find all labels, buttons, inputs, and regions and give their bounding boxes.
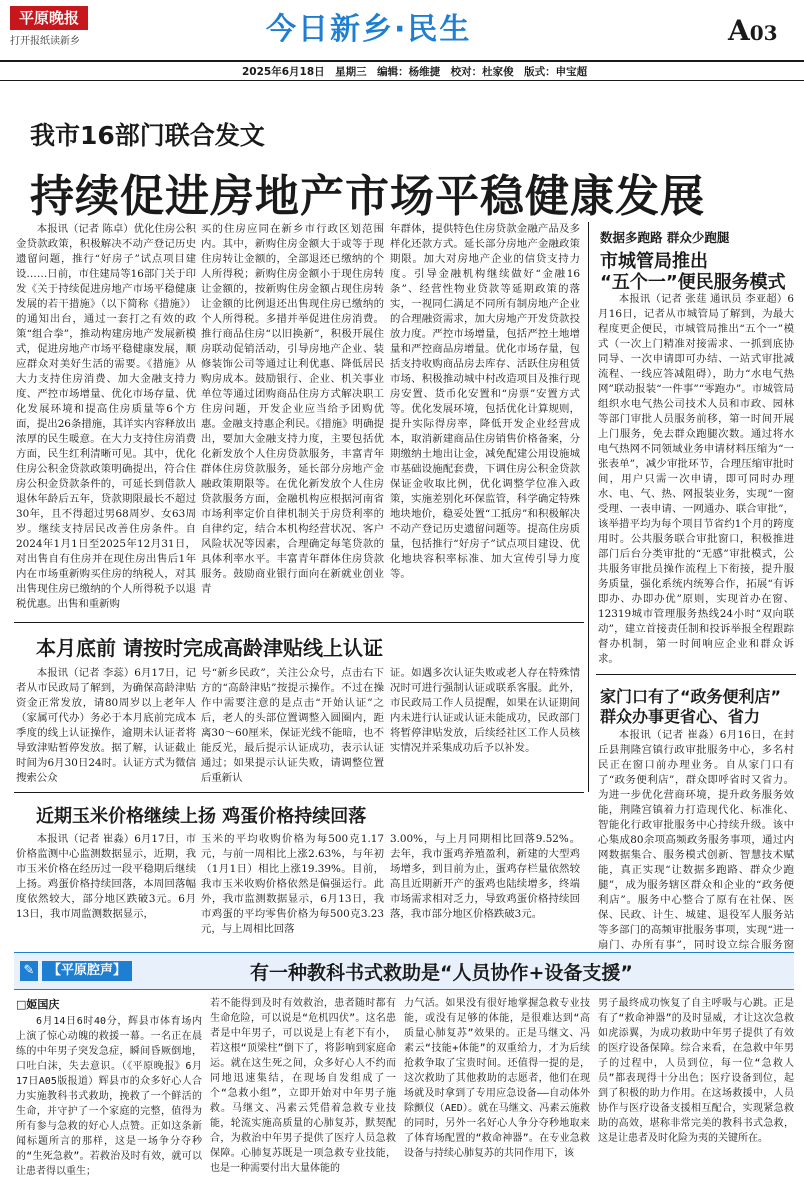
lead-col-1-text: 本报讯（记者 陈卓）优化住房公积金贷款政策，积极解决不动产登记历史遗留问题，推行“好房子”试点项目建设……日前，市住建局等16部门关于印发《关于持续促进房地产市场平稳健康发展的若干措施》（以下简称《措施》）的通知出台，通过一套打之有效的政策“组合拳”，推动构建房地产发展新模式，促进房地产市场平稳健康发展，顺应群众对美好生活的需要。《措施》从大力支持住房消费、加大金融支持力度、严控市场增量、优化市场存量、优化发展环境和提高住房质量等6个方面，提出26条措施，其详实内容释放出浓厚的民生暖意。在大力支持住房消费方面，民生红利清晰可见。其中，优化住房公积金贷款政策明确提出，符合住房公积金贷款条件的，可延长到借款人退休年龄后五年，贷款期限最长不超过30年，且不得超过男68周岁、女63周岁。继续支持居民改善住房条件。自2024年1月1日至2025年12月31日，对出售自有住房并在现住房出售后1年内在市场重新购买住房的纳税人，对其出售现住房已缴纳的个人所得税予以退税优惠。出售和重新购 (16, 223, 196, 610)
article2-top-rule (14, 622, 584, 623)
side1-body-text: 本报讯（记者 张莛 通讯员 李亚超）6月16日，记者从市城管局了解到，为最大程度更企便民，市城管局推出“五个一”模式（一次上门精准对接需求、一抓到底协同导、一次申请即可办结、一站式审批减流程、一线应答减阻碍），助力“水电气热网”联动报装“一件事”“零跑办”。市城管局组织水电气热公司技术人员和市政、园林等部门审批人员服务前移，第一时间开展上门服务，免去群众跑腿次数。通过将水电气热网不同领域业务申请材料压缩为“一张表单”，减少审批环节，合理压缩审批时间，用户只需一次申请，即可同时办理水、电、气、热、网报装业务，实现“一窗受理、一表申请、一网通办、联合审批”，该举措平均为每个项目节省约1个月的跨度用时。公共服务联合审批窗口，积极推进部门后台分类审批的“无感”审批模式，公共服务审批员操作流程上下衔接，提升服务质量，强化系统内统筹合作，拓展“有诉即办、办即办优”原则，实现首办在窗、12319城市管理服务热线24小时“双向联动”，建立首接责任制和投诉举报全程跟踪督办机制，第一时间响应企业和群众诉求。 (598, 293, 794, 665)
article3-col-2-text: 玉米的平均收购价格为每500克1.17元，与前一周相比上涨2.63%，与年初（1月1日）相比上涨19.39%。目前，我市玉米收购价格依然是偏强运行。此外，我市监测数据显示，6月13日，我市鸡蛋的平均零售价格为每500克3.23元，与上周相比回落 (201, 833, 384, 935)
masthead (0, 0, 804, 86)
article3-col-1 (16, 832, 196, 942)
masthead-rule-top (0, 60, 804, 62)
lead-col-3 (390, 222, 580, 622)
paper-logo (10, 6, 88, 30)
section-title: 今日新乡·民生 (266, 12, 472, 47)
side1-body (598, 292, 794, 664)
article2-col-2 (201, 666, 384, 786)
article2-col-2-text: 号“新乡民政”，关注公众号，点击右下方的“高龄津贴”按提示操作。不过在操作中需要注意的是点击“开始认证”之后，老人的头部位置调整入圆圈内，距离30～60厘米，保证光线不能暗，也不能反光，最后提示认证成功，表示认证通过；如果提示认证失败，请调整位置后重新认 (201, 667, 384, 784)
lead-headline: 持续促进房地产市场平稳健康发展 (30, 171, 705, 222)
column-col-3 (404, 996, 590, 1194)
side1-kicker: 数据多跑路 群众少跑腿 (600, 230, 730, 245)
article3-top-rule (14, 792, 584, 793)
column-col-4-text: 男子最终成功恢复了自主呼吸与心跳。正是有了“救命神器”的及时显威，才让这次急救如虎添翼，为成功救助中年男子提供了有效的医疗设备保障。综合来看，在急救中年男子的过程中，人员到位，每一位“急救人员”都表现得十分出色；医疗设备到位，起到了积极的助力作用。在这场救援中，人员协作与医疗设备支援相互配合，实现紧急救助的高效，堪称非常完美的教科书式急救，这是让患者及时化险为夷的关键所在。 (598, 998, 794, 1144)
article3-headline: 近期玉米价格继续上扬 鸡蛋价格持续回落 (36, 806, 367, 827)
lead-col-2 (201, 222, 384, 622)
article3-col-1-text: 本报讯（记者 崔淼）6月17日，市价格监测中心监测数据显示，近期，我市玉米价格在经历过一段平稳期后继续上扬。鸡蛋价格持续回落，本周回落幅度依然较大，部分地区跌破3元。6月13日，我市周监测数据显示， (16, 833, 196, 920)
column-col-4 (598, 996, 794, 1194)
right-column-divider (588, 222, 589, 792)
lead-col-2-text: 买的住房应同在新乡市行政区划范围内。其中，新购住房金额大于或等于现住房转让金额的，全部退还已缴纳的个人所得税；新购住房金额小于现住房转让金额的，按新购住房金额占现住房转让金额的比例退还出售现住房已缴纳的个人所得税。多措并举促进住房消费。推行商品住房“以旧换新”，积极开展住房联动促销活动，引导房地产企业、装修装饰公司等通过让利优惠、降低居民购房成本。鼓励银行、企业、机关事业单位等通过团购商品住房方式解决职工住房问题，开发企业应当给予团购优惠。金融支持惠企利民。《措施》明确提出，要加大金融支持力度，主要包括优化新发放个人住房贷款服务，丰富青年群体住房贷款服务，延长部分房地产金融政策期限等。在优化新发放个人住房贷款服务方面，金融机构应根据河南省市场利率定价自律机制关于房贷利率的自律约定，结合本机构经营状况、客户风险状况等因素，合理确定每笔贷款的具体利率水平。丰富青年群体住房贷款服务。鼓励商业银行面向在新就业创业青 (201, 223, 384, 595)
side1-title-1: 市城管局推出 (600, 251, 708, 272)
article3-col-2 (201, 832, 384, 942)
column-tag: 【平原腔声】 (42, 961, 132, 981)
column-author: □姬国庆 (16, 998, 60, 1011)
column-col-2-text: 若不能得到及时有效救治，患者随时都有生命危险，可以说是“危机四伏”。这名患者是中年男子，可以说是上有老下有小，若这根“顶梁柱”倒下了，将影响到家庭命运。就在这生死之间，众多好心人不约而同地迅速集结，在现场自发组成了一个“急救小组”，立即开始对中年男子施救。马继文、冯素云凭借着急救专业技能，轮流实施高质量的心肺复苏，默契配合，为救治中年男子提供了医疗人员急救保障。心肺复苏既是一项急救专业技能，也是一种需要付出大量体能的 (210, 998, 396, 1174)
column-tag-icon: ✎ (20, 961, 38, 981)
page-letter: A (728, 14, 750, 47)
column-col-1-text: 6月14日6时40分，辉县市体育场内上演了惊心动魄的救援一幕。一名正在晨练的中年男子突发急症，瞬间昏厥倒地，口吐白沫，失去意识。（《平原晚报》6月17日A05版报道）辉县市的众多好心人合力实施教科书式救助，挽救了一个鲜活的生命，并守护了一个家庭的完整，值得为所有参与急救的好心人点赞。正如这条新闻标题所言的那样，这是一场争分夺秒的“生死急救”。若救治及时有效，就可以让患者得以重生； (16, 1016, 202, 1177)
article3-col-3-text: 3.00%，与上月同期相比回落9.52%。去年，我市蛋鸡养殖盈利，新建的大型鸡场增多，到目前为止，蛋鸡存栏量依然较高且近期新开产的蛋鸡也陆续增多，终端市场需求相对乏力，导致鸡蛋价格持续回落，我市部分地区价格跌破3元。 (390, 833, 580, 920)
article2-col-3-text: 证。如遇多次认证失败或老人存在特殊情况时可进行强制认证或联系客服。此外，市民政局工作人员提醒，如果在认证期间内未进行认证或认证未能成功，民政部门将暂停津贴发放，后续经社区工作人员核实情况并采集成功后予以补发。 (390, 667, 580, 754)
side2-top-rule (596, 674, 796, 675)
column-headline: 有一种教科书式救助是“人员协作+设备支援” (250, 962, 633, 984)
page-number (728, 14, 778, 47)
column-banner (14, 952, 794, 990)
article3-col-3 (390, 832, 580, 942)
article2-col-1-text: 本报讯（记者 李蕊）6月17日，记者从市民政局了解到，为确保高龄津贴资金正常发放，请80周岁以上老年人（家属可代办）务必于本月底前完成本季度的线上认证操作，逾期未认证者将导致津贴暂停发放。据了解，认证截止时间为6月30日24时。认证方式为微信搜索公众 (16, 667, 196, 784)
article2-headline: 本月底前 请按时完成高龄津贴线上认证 (36, 636, 383, 660)
dateline: 2025年6月18日 星期三 编辑：杨维捷 校对：杜家俊 版式：申宝超 (242, 66, 588, 78)
side2-body (598, 728, 794, 951)
side2-title-2: 群众办事更省心、省力 (600, 707, 761, 726)
lead-kicker: 我市16部门联合发文 (30, 121, 265, 150)
page-digits: 03 (749, 21, 778, 45)
column-col-1 (16, 1014, 202, 1194)
side2-body-text: 本报讯（记者 崔淼）6月16日，在封丘县荆隆宫镇行政审批服务中心，多名村民正在窗口前办理业务。自从家门口有了“政务便利店”，群众即呼省时又省力。为进一步优化营商环境，提升政务服务效能，荆隆宫镇着力打造现代化、标准化、智能化行政审批服务中心持续升级。该中心集成80余项高频政务服务事项，通过内网数据集合、服务模式创新、智慧技术赋能，真正实现“让数据多跑路、群众少跑腿”，成为服务辖区群众和企业的“政务便利店”。服务中心整合了原有在社保、医保、民政、计生、城建、退役军人服务站等多部门的高频审批服务事项，实现“进一扇门、办所有事”，同时设立综合服务窗 (598, 729, 794, 951)
lead-col-1 (16, 222, 196, 622)
article2-col-1 (16, 666, 196, 786)
paper-slogan: 打开报纸读新乡 (10, 36, 80, 47)
masthead-rule-bottom (0, 80, 804, 81)
side1-title-2: “五个一”便民服务模式 (600, 272, 786, 293)
lead-col-3-text: 年群体，提供特色住房贷款金融产品及多样化还款方式。延长部分房地产金融政策期限。加大对房地产企业的信贷支持力度。引导金融机构继续做好“金融16条”、经营性物业贷款等延期政策的落实，一视同仁满足不同所有制房地产企业的合理融资需求，加大房地产开发贷款投放力度。严控市场增量，包括严控土地增量和严控商品房增量。优化市场存量，包括支持收购商品房去库存、活跃住房租赁市场、积极推动城中村改造项目及推行现房安置、货币化安置和“房票”安置方式等。优化发展环境，包括优化计算规则，提升实际得房率，降低开发企业经营成本，取消新建商品住房销售价格备案，分期缴纳土地出让金，减免配建公用设施城市基础设施配套费，下调住房公积金贷款保证金收取比例，优化调整学位准入政策，实施差别化环保监管，科学确定特殊地块地价，稳妥处置“工抵房”和积极解决不动产登记历史遗留问题等。提高住房质量，包括推行“好房子”试点项目建设、优化地块容积率标准、加大宣传引导力度等。 (390, 223, 580, 580)
paper-name: 平原晚报 (18, 9, 79, 27)
side2-title-1: 家门口有了“政务便利店” (600, 687, 782, 706)
column-col-3-text: 力气活。如果没有很好地掌握急救专业技能，或没有足够的体能，是很难达到“高质量心肺复苏”效果的。正是马继文、冯素云“技能+体能”的双重给力，才为后续抢救争取了宝贵时间。还值得一提的是，这次救助了其他救助的志愿者，他们在现场就及时拿到了专用应急设备——自动体外除颤仪（AED）。就在马继文、冯素云施救的同时，另外一名好心人争分夺秒地取来了体育场配置的“救命神器”。在专业急救设备与持续心肺复苏的共同作用下，该 (404, 998, 590, 1159)
column-col-2 (210, 996, 396, 1194)
article2-col-3 (390, 666, 580, 786)
